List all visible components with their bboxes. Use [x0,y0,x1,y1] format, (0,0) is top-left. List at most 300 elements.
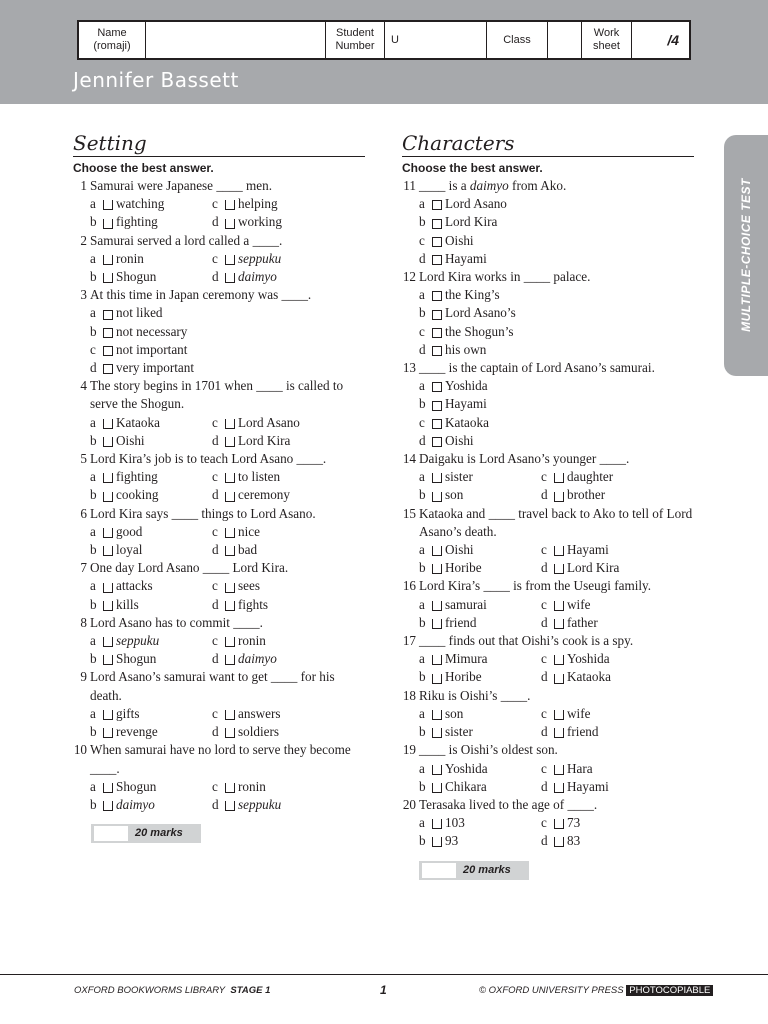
worksheet-label: Work sheet [582,22,632,58]
answer-option[interactable] [90,195,212,213]
answer-option[interactable] [419,723,541,741]
question [402,268,694,359]
option-text: Yoshida [445,378,488,394]
answer-checkbox[interactable] [432,783,442,793]
option-text: 103 [445,815,465,831]
answer-option[interactable] [419,668,541,686]
answer-checkbox[interactable] [103,528,113,538]
question-number: 3 [80,287,87,303]
answer-checkbox[interactable] [103,473,113,483]
answer-option[interactable] [212,268,365,286]
answer-checkbox[interactable] [432,437,442,447]
answer-checkbox[interactable] [225,255,235,265]
answer-checkbox[interactable] [103,583,113,593]
answer-checkbox[interactable] [554,619,564,629]
answer-option[interactable] [90,523,212,541]
answer-option[interactable] [212,523,365,541]
question-stem [419,177,694,195]
answer-checkbox[interactable] [432,819,442,829]
setting-rule [73,156,365,157]
option-letter: b [419,833,426,849]
answer-checkbox[interactable] [103,310,113,320]
footer-copyright: © OXFORD UNIVERSITY PRESS [479,985,624,996]
answer-option[interactable] [419,286,694,304]
answer-option[interactable] [212,250,365,268]
answer-checkbox[interactable] [432,546,442,556]
answer-checkbox[interactable] [103,255,113,265]
answer-option[interactable] [541,486,694,504]
question-stem: Terasaka lived to the age of ____. [419,796,598,812]
answer-options [90,250,365,286]
answer-checkbox[interactable] [432,492,442,502]
answer-option[interactable] [541,650,694,668]
option-letter: c [212,196,218,212]
question [402,796,694,851]
answer-option[interactable] [212,796,365,814]
question [73,668,365,741]
option-letter: a [419,469,425,485]
answer-option[interactable] [212,195,365,213]
option-text: Yoshida [567,651,610,667]
answer-checkbox[interactable] [554,819,564,829]
answer-checkbox[interactable] [554,674,564,684]
option-letter: d [541,669,548,685]
answer-checkbox[interactable] [554,710,564,720]
answer-checkbox[interactable] [432,674,442,684]
answer-checkbox[interactable] [225,637,235,647]
question-stem: Lord Kira’s ____ is from the Useugi family. [419,578,652,594]
option-text: attacks [116,578,153,594]
answer-option[interactable] [541,832,694,850]
answer-checkbox[interactable] [554,655,564,665]
option-text: sister [445,469,473,485]
option-letter: a [419,378,425,394]
answer-option[interactable] [90,577,212,595]
answer-checkbox[interactable] [225,473,235,483]
question-number: 1 [80,178,87,193]
answer-option[interactable] [541,760,694,778]
answer-checkbox[interactable] [225,419,235,429]
answer-checkbox[interactable] [432,837,442,847]
question [402,741,694,796]
option-text: seppuku [238,796,282,812]
answer-option[interactable] [419,414,694,432]
option-text: Oishi [116,432,145,448]
answer-option[interactable] [541,541,694,559]
answer-checkbox[interactable] [225,655,235,665]
answer-options [419,814,694,850]
name-field[interactable] [146,22,326,58]
answer-checkbox[interactable] [432,564,442,574]
answer-option[interactable] [90,723,212,741]
answer-option[interactable] [90,486,212,504]
question [73,559,365,614]
option-text: Lord Asano [445,196,507,212]
answer-checkbox[interactable] [103,492,113,502]
answer-checkbox[interactable] [432,200,442,210]
answer-option[interactable] [419,213,694,231]
answer-option[interactable] [212,432,365,450]
option-text: Hara [567,760,593,776]
option-letter: b [90,214,97,230]
score-field: /4 [667,31,679,48]
answer-option[interactable] [419,614,541,632]
answer-option[interactable] [419,650,541,668]
answer-checkbox[interactable] [225,528,235,538]
answer-checkbox[interactable] [103,546,113,556]
option-text: ronin [238,633,266,649]
answer-checkbox[interactable] [103,419,113,429]
answer-option[interactable] [212,486,365,504]
option-letter: c [212,414,218,430]
answer-option[interactable] [419,814,541,832]
question [402,632,694,687]
option-letter: d [212,796,219,812]
option-text: ceremony [238,487,290,503]
answer-checkbox[interactable] [554,492,564,502]
answer-option[interactable] [90,468,212,486]
answer-option[interactable] [419,486,541,504]
answer-option[interactable] [541,559,694,577]
answer-checkbox[interactable] [554,728,564,738]
answer-option[interactable] [212,723,365,741]
option-letter: a [419,815,425,831]
answer-option[interactable] [541,668,694,686]
answer-checkbox[interactable] [554,546,564,556]
option-text: Horibe [445,560,482,576]
option-letter: d [541,778,548,794]
option-letter: d [541,833,548,849]
answer-checkbox[interactable] [432,419,442,429]
answer-option[interactable] [90,632,212,650]
option-text: Lord Kira [567,560,620,576]
answer-checkbox[interactable] [225,492,235,502]
answer-checkbox[interactable] [554,473,564,483]
answer-option[interactable] [419,760,541,778]
answer-checkbox[interactable] [432,401,442,411]
answer-checkbox[interactable] [432,655,442,665]
answer-checkbox[interactable] [225,583,235,593]
answer-option[interactable] [419,341,694,359]
answer-option[interactable] [419,250,694,268]
answer-checkbox[interactable] [554,765,564,775]
answer-checkbox[interactable] [103,783,113,793]
option-letter: a [90,305,96,321]
answer-options [90,577,365,613]
option-letter: c [419,232,425,248]
footer-library [74,985,270,996]
option-text: Oishi [445,232,474,248]
setting-marks-box [91,824,201,843]
option-letter: d [541,560,548,576]
setting-score-field[interactable] [94,826,128,841]
question-number: 4 [80,378,87,394]
option-text: watching [116,196,165,212]
question-stem: Samurai served a lord called a ____. [90,232,283,248]
answer-option[interactable] [541,723,694,741]
answer-checkbox[interactable] [432,473,442,483]
setting-marks-label: 20 marks [135,827,183,839]
option-text: his own [445,341,487,357]
answer-option[interactable] [212,213,365,231]
question [73,177,365,232]
option-text: friend [445,614,477,630]
option-text: samurai [445,596,487,612]
student-number-field[interactable]: U [385,22,487,58]
question-stem: ____ is Oishi’s oldest son. [419,742,558,758]
answer-options [90,195,365,231]
answer-checkbox[interactable] [432,346,442,356]
answer-checkbox[interactable] [103,801,113,811]
student-info-form [77,20,691,60]
option-text: nice [238,523,260,539]
option-text: Kataoka [445,414,489,430]
answer-option[interactable] [90,796,212,814]
answer-option[interactable] [419,432,694,450]
answer-option[interactable] [90,705,212,723]
option-letter: d [212,651,219,667]
answer-checkbox[interactable] [103,328,113,338]
answer-checkbox[interactable] [432,237,442,247]
option-letter: b [419,614,426,630]
answer-checkbox[interactable] [432,310,442,320]
option-letter: a [419,287,425,303]
answer-option[interactable] [541,596,694,614]
option-letter: c [212,778,218,794]
footer-stage: STAGE 1 [230,985,271,996]
answer-checkbox[interactable] [432,728,442,738]
answer-checkbox[interactable] [432,382,442,392]
question-number: 17 [402,633,416,649]
answer-checkbox[interactable] [225,783,235,793]
answer-option[interactable] [90,341,365,359]
option-letter: a [90,250,96,266]
question-number: 18 [402,687,416,703]
option-letter: b [90,651,97,667]
option-text: son [445,705,464,721]
answer-option[interactable] [212,705,365,723]
answer-option[interactable] [212,650,365,668]
option-letter: d [212,269,219,285]
question-stem: Daigaku is Lord Asano’s younger ____. [419,451,630,467]
answer-checkbox[interactable] [432,328,442,338]
answer-checkbox[interactable] [103,219,113,229]
option-text: Lord Asano [238,414,300,430]
answer-checkbox[interactable] [225,801,235,811]
answer-option[interactable] [90,541,212,559]
option-text: Yoshida [445,760,488,776]
question-number: 19 [402,742,416,758]
answer-option[interactable] [541,814,694,832]
question-number: 2 [80,232,87,248]
photocopiable-badge: PHOTOCOPIABLE [626,985,713,996]
answer-checkbox[interactable] [225,273,235,283]
question-number: 20 [402,796,416,812]
answer-option[interactable] [419,395,694,413]
answer-option[interactable] [90,323,365,341]
answer-checkbox[interactable] [225,728,235,738]
answer-option[interactable] [212,632,365,650]
answer-option[interactable] [212,778,365,796]
answer-options [419,377,694,450]
characters-instruction: Choose the best answer. [402,161,543,175]
characters-score-field[interactable] [422,863,456,878]
answer-option[interactable] [419,232,694,250]
option-text: Hayami [445,250,487,266]
answer-option[interactable] [419,832,541,850]
option-text: Hayami [445,396,487,412]
answer-checkbox[interactable] [103,655,113,665]
answer-checkbox[interactable] [103,601,113,611]
answer-checkbox[interactable] [554,601,564,611]
answer-checkbox[interactable] [554,783,564,793]
option-letter: c [541,760,547,776]
answer-option[interactable] [419,778,541,796]
answer-checkbox[interactable] [432,601,442,611]
answer-checkbox[interactable] [103,637,113,647]
option-text: ronin [116,250,144,266]
answer-option[interactable] [419,705,541,723]
answer-checkbox[interactable] [225,219,235,229]
answer-option[interactable] [90,432,212,450]
answer-option[interactable] [90,650,212,668]
answer-checkbox[interactable] [432,255,442,265]
answer-option[interactable] [541,614,694,632]
answer-option[interactable] [90,250,212,268]
answer-checkbox[interactable] [554,564,564,574]
option-letter: c [541,542,547,558]
answer-checkbox[interactable] [103,346,113,356]
answer-checkbox[interactable] [225,710,235,720]
answer-option[interactable] [90,778,212,796]
setting-title: Setting [73,131,147,155]
page-number: 1 [380,983,387,997]
option-text: bad [238,542,258,558]
option-text: revenge [116,724,158,740]
answer-checkbox[interactable] [103,437,113,447]
answer-checkbox[interactable] [103,273,113,283]
option-text: daimyo [116,796,155,812]
class-label: Class [487,22,548,58]
question-stem: Kataoka and ____ travel back to Ako to tell of Lord Asano’s death. [419,505,693,539]
answer-option[interactable] [419,377,694,395]
option-letter: b [419,214,426,230]
answer-checkbox[interactable] [554,837,564,847]
option-text: Shogun [116,269,157,285]
answer-options [419,760,694,796]
option-text: Hayami [567,542,609,558]
answer-option[interactable] [212,596,365,614]
answer-option[interactable] [90,359,365,377]
option-letter: a [419,760,425,776]
option-letter: a [419,196,425,212]
option-letter: a [90,469,96,485]
answer-option[interactable] [212,468,365,486]
question-stem: ____ is the captain of Lord Asano’s samurai. [419,360,655,376]
answer-options [419,195,694,268]
option-text: 83 [567,833,581,849]
question-stem: Lord Asano has to commit ____. [90,614,263,630]
answer-option[interactable] [90,268,212,286]
option-letter: d [419,250,426,266]
option-letter: c [541,469,547,485]
answer-checkbox[interactable] [103,728,113,738]
answer-option[interactable] [419,559,541,577]
answer-option[interactable] [212,541,365,559]
question [73,286,365,377]
option-text: 73 [567,815,581,831]
question-stem: ____ finds out that Oishi’s cook is a spy. [419,633,634,649]
question [73,614,365,669]
answer-options [419,705,694,741]
answer-checkbox[interactable] [432,619,442,629]
answer-option[interactable] [90,304,365,322]
answer-option[interactable] [90,213,212,231]
answer-option[interactable] [419,304,694,322]
option-text: fighting [116,469,158,485]
question [402,450,694,505]
answer-option[interactable] [212,577,365,595]
option-letter: b [90,269,97,285]
option-letter: c [212,250,218,266]
option-letter: d [419,432,426,448]
answer-checkbox[interactable] [432,765,442,775]
question-stem: One day Lord Asano ____ Lord Kira. [90,560,289,576]
answer-option[interactable] [419,596,541,614]
answer-checkbox[interactable] [432,291,442,301]
answer-option[interactable] [419,541,541,559]
answer-checkbox[interactable] [432,710,442,720]
answer-option[interactable] [419,468,541,486]
class-field[interactable] [548,22,582,58]
answer-option[interactable] [541,778,694,796]
option-text: fighting [116,214,158,230]
option-text: Shogun [116,778,157,794]
option-letter: a [90,578,96,594]
option-text: Lord Asano’s [445,305,516,321]
answer-option[interactable] [90,596,212,614]
answer-option[interactable] [90,414,212,432]
question-number: 12 [402,269,416,285]
option-letter: a [90,705,96,721]
question [73,450,365,505]
side-tab-label: MULTIPLE-CHOICE TEST [739,178,753,332]
option-text: good [116,523,143,539]
option-text: Horibe [445,669,482,685]
option-letter: d [212,214,219,230]
option-text: not necessary [116,323,188,339]
answer-checkbox[interactable] [225,200,235,210]
answer-checkbox[interactable] [103,710,113,720]
answer-checkbox[interactable] [225,437,235,447]
answer-checkbox[interactable] [225,546,235,556]
answer-option[interactable] [541,705,694,723]
option-letter: a [90,414,96,430]
answer-checkbox[interactable] [432,219,442,229]
answer-checkbox[interactable] [103,200,113,210]
answer-option[interactable] [212,414,365,432]
answer-checkbox[interactable] [103,364,113,374]
option-letter: c [212,523,218,539]
answer-option[interactable] [419,195,694,213]
option-letter: c [90,341,96,357]
option-letter: b [419,778,426,794]
option-letter: b [419,560,426,576]
answer-option[interactable] [541,468,694,486]
answer-option[interactable] [419,323,694,341]
answer-checkbox[interactable] [225,601,235,611]
option-text: answers [238,705,281,721]
